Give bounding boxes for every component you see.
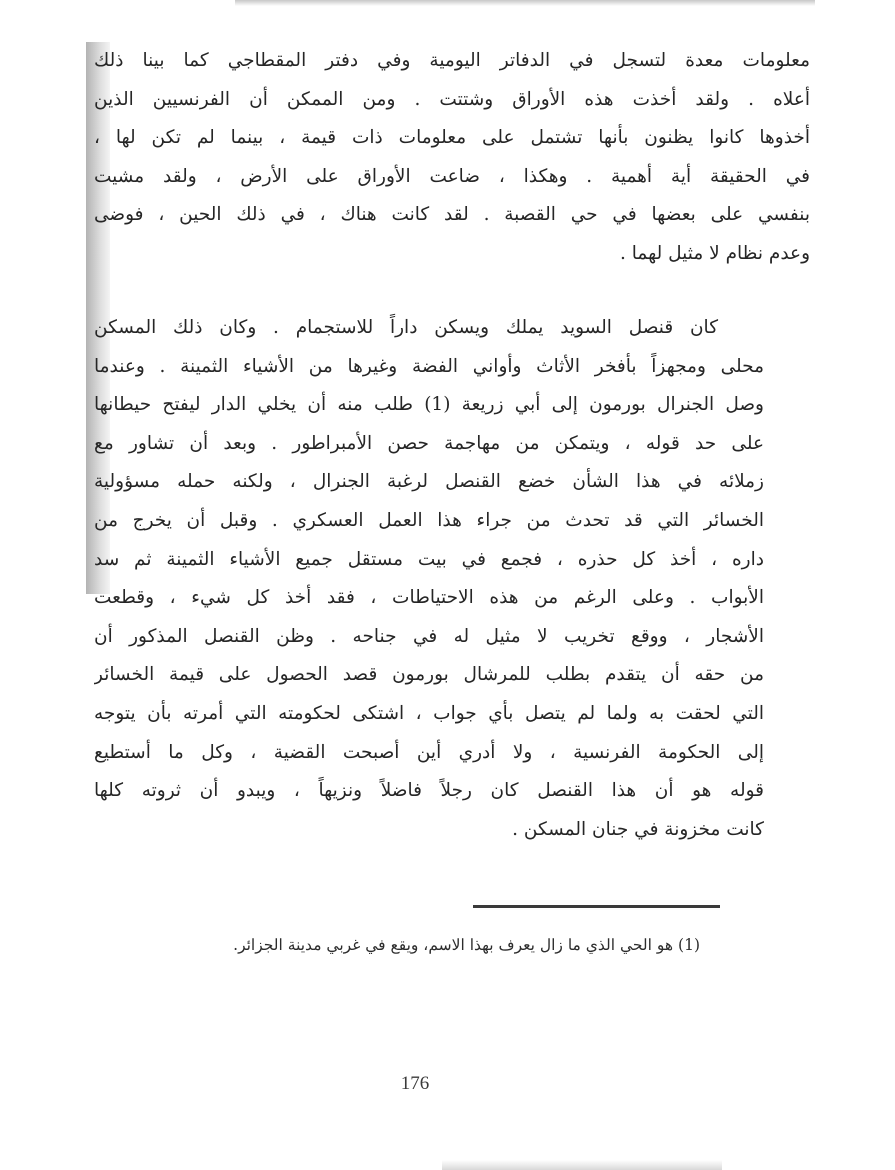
text-line: كانت مخزونة في جنان المسكن . xyxy=(512,818,764,840)
text-line: معلومات معدة لتسجل في الدفاتر اليومية وفي دفتر المقطاجي كما بينا ذلك xyxy=(94,50,810,71)
text-line: زملائه في هذا الشأن خضع القنصل لرغبة الجنرال ، ولكنه حمله مسؤولية xyxy=(94,471,764,493)
text-line: من حقه أن يتقدم بطلب للمرشال بورمون قصد الحصول على قيمة الخسائر xyxy=(94,664,764,686)
text-line: أعلاه . ولقد أخذت هذه الأوراق وشتتت . ومن الممكن أن الفرنسيين الذين xyxy=(94,88,810,110)
text-line: الأبواب . وعلى الرغم من هذه الاحتياطات ، فقد أخذ كل شيء ، وقطعت xyxy=(94,587,764,609)
text-line: إلى الحكومة الفرنسية ، ولا أدري أين أصبحت القضية ، وكل ما أستطيع xyxy=(94,741,764,763)
page-number: 176 xyxy=(400,1073,430,1094)
paragraph-1 xyxy=(94,42,810,274)
footnote: (1) هو الحي الذي ما زال يعرف بهذا الاسم، ويقع في غربي مدينة الجزائر. xyxy=(233,936,700,954)
text-line: أخذوها كانوا يظنون بأنها تشتمل على معلومات ذات قيمة ، بينما لم تكن لها ، xyxy=(94,127,810,149)
text-line: وعدم نظام لا مثيل لهما . xyxy=(620,242,810,264)
text-line: في الحقيقة أية أهمية . وهكذا ، ضاعت الأوراق على الأرض ، ولقد مشيت xyxy=(94,165,810,187)
text-line: وصل الجنرال بورمون إلى أبي زريعة (1) طلب منه أن يخلي الدار ليفتح حيطانها xyxy=(94,394,764,416)
text-line: على حد قوله ، ويتمكن من مهاجمة حصن الأمبراطور . وبعد أن تشاور مع xyxy=(94,432,764,454)
text-line: بنفسي على بعضها في حي القصبة . لقد كانت هناك ، في ذلك الحين ، فوضى xyxy=(94,204,810,226)
text-line: قوله هو أن هذا القنصل كان رجلاً فاضلاً ونزيهاً ، ويبدو أن ثروته كلها xyxy=(94,780,764,802)
footnote-divider xyxy=(473,905,720,908)
scan-top-edge xyxy=(235,0,815,6)
text-line: التي لحقت به ولما لم يتصل بأي جواب ، اشتكى لحكومته التي أمرته بأن يتوجه xyxy=(94,702,764,724)
text-line: داره ، أخذ كل حذره ، فجمع في بيت مستقل جميع الأشياء الثمينة ثم سد xyxy=(94,548,764,570)
paragraph-2 xyxy=(94,309,810,849)
text-line: الخسائر التي قد تحدث من جراء هذا العمل العسكري . وقبل أن يخرج من xyxy=(94,509,764,531)
scan-bottom-edge xyxy=(442,1160,722,1170)
text-line: الأشجار ، ووقع تخريب لا مثيل له في جناحه . وظن القنصل المذكور أن xyxy=(94,625,764,647)
text-line: محلى ومجهزاً بأفخر الأثاث وأواني الفضة وغيرها من الأشياء الثمينة . وعندما xyxy=(94,355,764,377)
text-line: كان قنصل السويد يملك ويسكن داراً للاستجمام . وكان ذلك المسكن xyxy=(94,317,718,338)
